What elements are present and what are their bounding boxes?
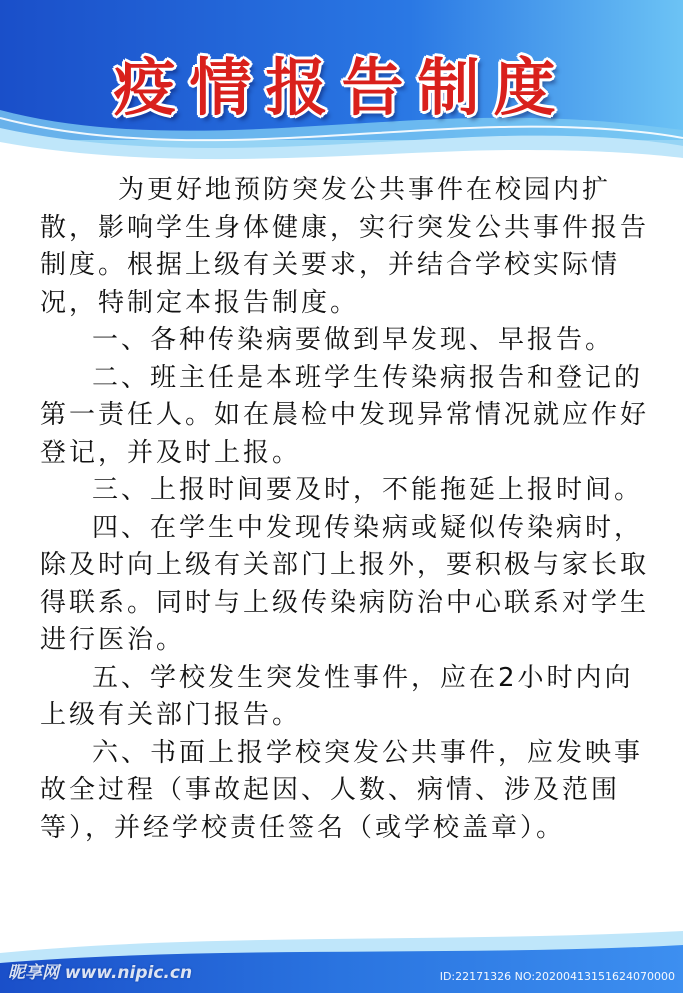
footer-banner: [0, 923, 683, 993]
image-id-text: ID:22171326 NO:20200413151624070000: [439, 970, 675, 983]
watermark-text: 昵享网 www.nipic.cn: [8, 963, 193, 983]
clause-2: 二、班主任是本班学生传染病报告和登记的第一责任人。如在晨检中发现异常情况就应作好登记，并及时上报。: [40, 362, 650, 468]
clause-1: 一、各种传染病要做到早发现、早报告。: [92, 325, 615, 355]
intro-paragraph: 为更好地预防突发公共事件在校园内扩散，影响学生身体健康，实行突发公共事件报告制度。根据上级有关要求，并结合学校实际情况，特制定本报告制度。: [40, 175, 650, 318]
regulation-body: [40, 172, 650, 847]
header-banner: [0, 0, 683, 175]
clause-6: 六、书面上报学校突发公共事件，应发映事故全过程（事故起因、人数、病情、涉及范围等），并经学校责任签名（或学校盖章）。: [40, 737, 644, 843]
clause-5: 五、学校发生突发性事件，应在2小时内向上级有关部门报告。: [40, 662, 634, 730]
clause-3: 三、上报时间要及时，不能拖延上报时间。: [92, 475, 644, 505]
page-title: 疫情报告制度: [113, 51, 570, 124]
clause-4: 四、在学生中发现传染病或疑似传染病时，除及时向上级有关部门上报外，要积极与家长取得联系。同时与上级传染病防治中心联系对学生进行医治。: [40, 512, 650, 655]
